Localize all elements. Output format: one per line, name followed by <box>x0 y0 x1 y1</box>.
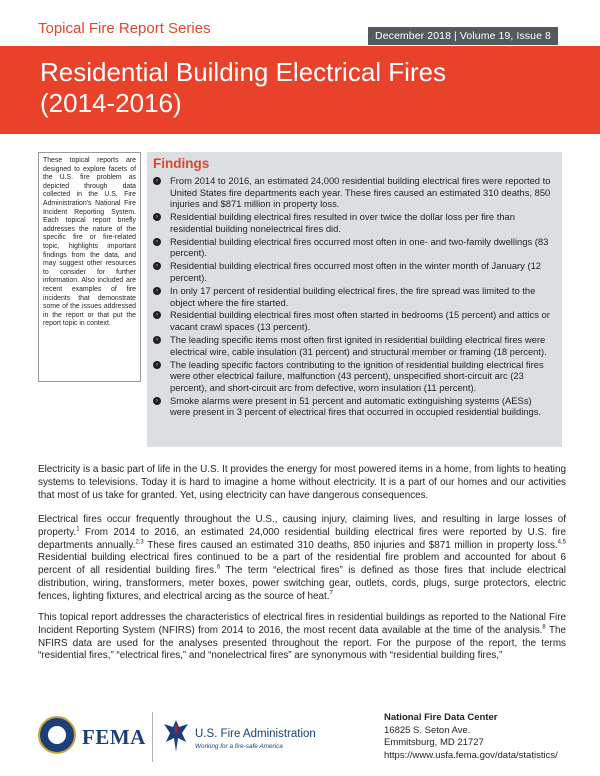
page-title-line2: (2014-2016) <box>40 88 182 118</box>
finding-item: › Smoke alarms were present in 51 percent and automatic extinguishing systems (AESs) were present in 3 percent of electrical fires that occurred in occupied residential buildings. <box>153 395 554 418</box>
address-line-2: Emmitsburg, MD 21727 <box>384 737 484 749</box>
chevron-right-icon: › <box>153 262 161 270</box>
finding-item: › Residential building electrical fires most often started in bedrooms (15 percent) and attics or vacant crawl spaces (13 percent). <box>153 309 554 332</box>
body-paragraph-1: Electricity is a basic part of life in the U.S. It provides the energy for most powered items in a home, from lights to heating systems to televisions. Today it is hard to imagine a home without electricity. It is a part of our homes and our activities that most of us take for granted. Yet, using electricity can have dangerous consequences. <box>38 464 566 501</box>
statistics-link[interactable]: https://www.usfa.fema.gov/data/statistics/ <box>384 749 558 761</box>
title-banner <box>0 46 600 134</box>
finding-item: › The leading specific items most often first ignited in residential building electrical fires were electrical wire, cable insulation (31 percent) and structural member or framing (18 percent). <box>153 334 554 357</box>
finding-item: › The leading specific factors contributing to the ignition of residential building electrical fires were other electrical failure, malfunction (43 percent), unspecified short-circuit arc (23 percent), and short-circuit arc from defective, worn insulation (11 percent). <box>153 359 554 394</box>
center-name: National Fire Data Center <box>384 712 498 723</box>
chevron-right-icon: › <box>153 287 161 295</box>
chevron-right-icon: › <box>153 238 161 246</box>
page-title-line1: Residential Building Electrical Fires <box>40 57 447 87</box>
fema-logo: FEMA <box>82 725 146 749</box>
finding-item: › Residential building electrical fires resulted in over twice the dollar loss per fire than residential building nonelectrical fires did. <box>153 211 554 234</box>
address-line-1: 16825 S. Seton Ave. <box>384 724 471 736</box>
chevron-right-icon: › <box>153 177 161 185</box>
usfa-tagline: Working for a fire-safe America <box>195 743 283 750</box>
chevron-right-icon: › <box>153 336 161 344</box>
intro-sidebar: These topical reports are designed to explore facets of the U.S. fire problem as depicted through data collected in the U.S. Fire Administration's National Fire Incident Reporting System. Each topical report briefly addresses the nature of the specific fire or fire-related topic, highlights important findings from the data, and may suggest other resources to consider for further information. Also included are recent examples of fire incidents that demonstrate some of the issues addressed in the report or that put the report topic in context. <box>38 152 141 382</box>
series-label: Topical Fire Report Series <box>38 20 211 37</box>
finding-item: › In only 17 percent of residential building electrical fires, the fire spread was limited to the object where the fire started. <box>153 285 554 308</box>
chevron-right-icon: › <box>153 397 161 405</box>
footer-divider <box>152 712 153 762</box>
usfa-eagle-icon <box>162 718 190 754</box>
findings-panel <box>147 152 562 447</box>
issue-badge: December 2018 | Volume 19, Issue 8 <box>368 27 558 45</box>
finding-item: › Residential building electrical fires occurred most often in the winter month of January (12 percent). <box>153 260 554 283</box>
dhs-seal-icon <box>38 716 76 754</box>
contact-block <box>384 712 558 762</box>
chevron-right-icon: › <box>153 311 161 319</box>
body-paragraph-2: Electrical fires occur frequently throughout the U.S., causing injury, claiming lives, and resulting in large losses of property.$^1$ From 2014 to 2016, an estimated 24,000 residential building electrical fires were reported by U.S. fire departments annually.$^{2,3}$ These fires caused an estimated 310 deaths, 850 injuries and $871 million in property loss.$^{4,5}$ Residential building electrical fires continued to be a part of the residential fire problem and accounted for about 6 percent of all residential building fires.$^6$ The term “electrical fires” is defined as those fires that include electrical distribution, wiring, transformers, meter boxes, power switching gear, outlets, cords, plugs, surge protectors, electric fences, lighting fixtures, and electrical arcing as the source of heat.$^7$ <box>38 514 566 602</box>
chevron-right-icon: › <box>153 361 161 369</box>
usfa-name: U.S. Fire Administration <box>195 728 316 740</box>
findings-list <box>153 175 554 418</box>
finding-item: › From 2014 to 2016, an estimated 24,000 residential building electrical fires were reported to United States fire departments each year. These fires caused an estimated 310 deaths, 850 injuries and $871 million in property loss. <box>153 175 554 210</box>
chevron-right-icon: › <box>153 213 161 221</box>
body-paragraph-3: This topical report addresses the characteristics of electrical fires in residential buildings as reported to the National Fire Incident Reporting System (NFIRS) from 2014 to 2016, the most recent data available at the time of the analysis.$^8$ The NFIRS data are used for the analyses presented throughout the report. For the purpose of the report, the terms “residential fires,” “electrical fires,” and “nonelectrical fires” are synonymous with “residential building fires,” <box>38 612 566 662</box>
findings-heading: Findings <box>153 156 210 171</box>
finding-item: › Residential building electrical fires occurred most often in one- and two-family dwellings (83 percent). <box>153 236 554 259</box>
